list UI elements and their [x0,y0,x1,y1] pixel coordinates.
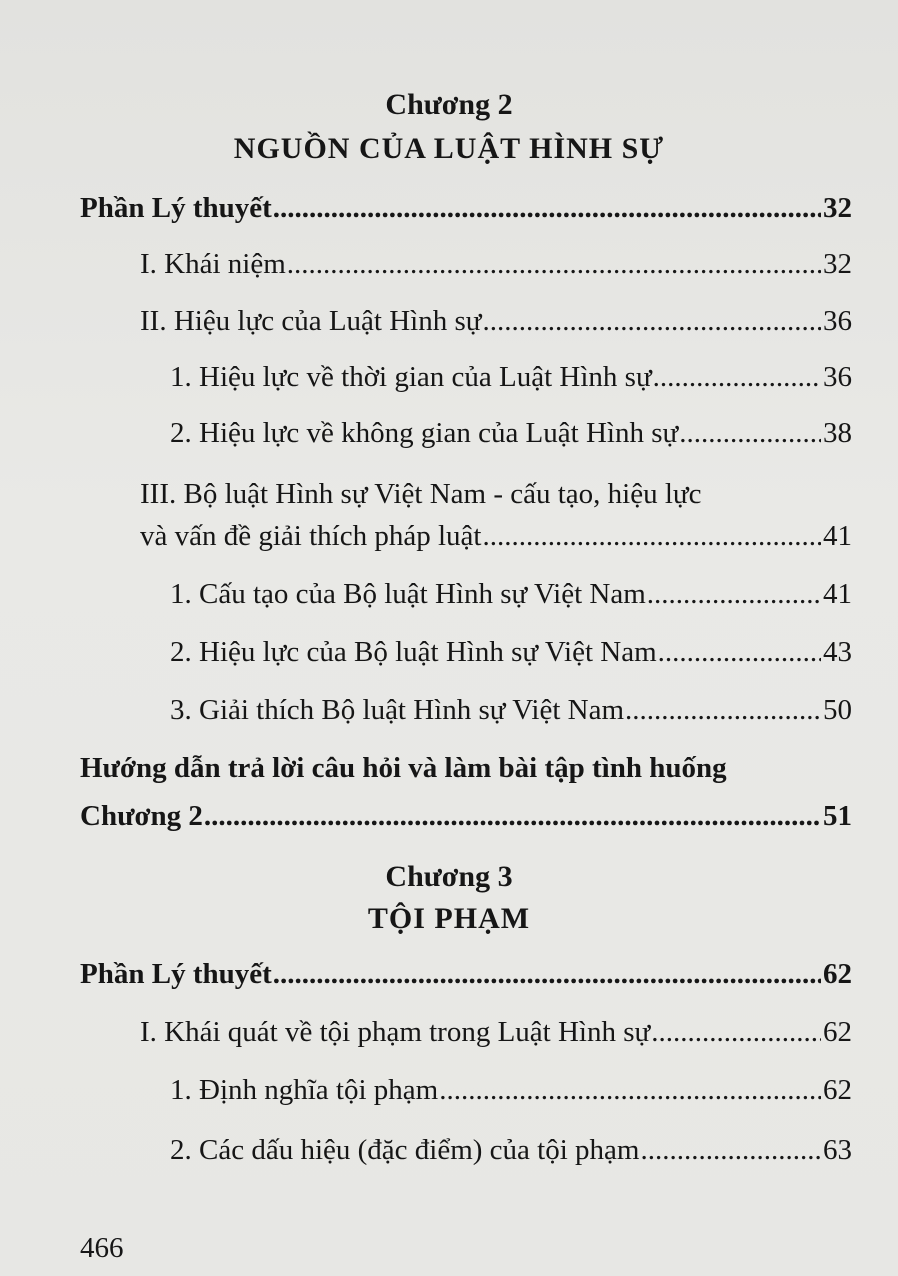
toc-entry-label: Chương 2 [80,800,203,832]
toc-entry-page: 41 [823,520,852,552]
dot-leader [482,520,821,553]
toc-entry-ch3-sec1 [140,1016,852,1056]
toc-entry-page: 32 [823,192,852,224]
dot-leader [482,305,821,338]
toc-entry-page: 38 [823,417,852,449]
toc-entry-page: 32 [823,248,852,280]
toc-entry-label: I. Khái quát về tội phạm trong Luật Hình sự [140,1016,651,1048]
toc-entry-ch2-guide-line1: Hướng dẫn trả lời câu hỏi và làm bài tập tình huống [80,752,727,784]
toc-entry-ch3-sec1-2 [170,1134,852,1174]
toc-entry-label: 1. Cấu tạo của Bộ luật Hình sự Việt Nam [170,578,646,610]
dot-leader [647,578,821,611]
dot-leader [658,636,821,669]
dot-leader [439,1074,821,1107]
toc-entry-ch3-sec1-1 [170,1074,852,1114]
dot-leader [204,800,821,833]
dot-leader [273,958,821,991]
dot-leader [653,361,821,394]
toc-entry-page: 62 [823,1074,852,1106]
dot-leader [273,192,821,225]
toc-entry-ch2-guide [80,800,852,840]
toc-entry-ch2-sec3-1 [170,578,852,618]
toc-entry-label: Phần Lý thuyết [80,192,272,224]
toc-entry-page: 51 [823,800,852,832]
toc-entry-ch2-sec2 [140,305,852,345]
toc-entry-label: I. Khái niệm [140,248,286,280]
toc-entry-label: 1. Hiệu lực về thời gian của Luật Hình sự [170,361,652,393]
toc-entry-page: 63 [823,1134,852,1166]
page-number: 466 [80,1232,124,1264]
toc-entry-page: 62 [823,958,852,990]
toc-entry-ch2-sec3-2 [170,636,852,676]
dot-leader [640,1134,821,1167]
chapter-2-label: Chương 2 [385,88,513,121]
toc-entry-page: 50 [823,694,852,726]
dot-leader [679,417,821,450]
toc-entry-ch2-sec3 [140,520,852,560]
toc-entry-label: 1. Định nghĩa tội phạm [170,1074,439,1106]
toc-entry-ch2-sec3-3 [170,694,852,734]
toc-entry-ch2-sec2-1 [170,361,852,401]
toc-entry-label: Phần Lý thuyết [80,958,272,990]
chapter-3-label: Chương 3 [385,860,513,893]
toc-entry-page: 43 [823,636,852,668]
toc-entry-ch2-sec1 [140,248,852,288]
toc-entry-label: II. Hiệu lực của Luật Hình sự [140,305,482,337]
toc-entry-ch3-theory [80,958,852,998]
chapter-3-title: TỘI PHẠM [367,902,531,935]
toc-entry-page: 41 [823,578,852,610]
toc-entry-label: 2. Hiệu lực của Bộ luật Hình sự Việt Nam [170,636,657,668]
dot-leader [287,248,821,281]
chapter-2-title: NGUỒN CỦA LUẬT HÌNH SỰ [233,132,665,165]
toc-entry-ch2-sec2-2 [170,417,852,457]
dot-leader [651,1016,821,1049]
toc-entry-page: 62 [823,1016,852,1048]
toc-entry-label: 2. Các dấu hiệu (đặc điểm) của tội phạm [170,1134,640,1166]
toc-entry-page: 36 [823,305,852,337]
toc-entry-ch2-sec3-line1: III. Bộ luật Hình sự Việt Nam - cấu tạo, hiệu lực [140,478,702,510]
toc-entry-page: 36 [823,361,852,393]
dot-leader [625,694,821,727]
toc-entry-label: 2. Hiệu lực về không gian của Luật Hình sự [170,417,679,449]
toc-entry-label: 3. Giải thích Bộ luật Hình sự Việt Nam [170,694,625,726]
toc-entry-ch2-theory [80,192,852,232]
toc-entry-label: và vấn đề giải thích pháp luật [140,520,482,552]
